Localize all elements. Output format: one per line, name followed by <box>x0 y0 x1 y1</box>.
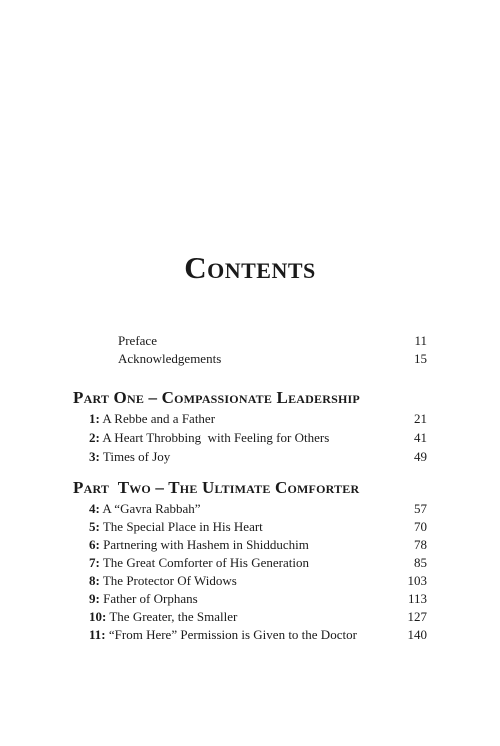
chapter-title: The Protector Of Widows <box>102 573 237 588</box>
toc-entry-page: 49 <box>414 449 427 464</box>
toc-entry-page: 57 <box>414 501 427 516</box>
toc-entry-page: 11 <box>414 333 427 348</box>
chapter-number: 2: <box>89 430 100 445</box>
chapter-title: The Great Comforter of His Generation <box>102 555 309 570</box>
part-heading: Part Two – The Ultimate Comforter <box>73 478 360 497</box>
chapter-number: 5: <box>89 519 100 534</box>
chapter-number: 3: <box>89 449 100 464</box>
toc-entry-page: 127 <box>407 609 427 624</box>
chapter-title: A Heart Throbbing with Feeling for Others <box>102 430 330 445</box>
toc-entry-page: 15 <box>414 351 427 366</box>
chapter-number: 10: <box>89 609 107 624</box>
toc-entry-page: 70 <box>414 519 427 534</box>
toc-entry-chapter[interactable] <box>89 429 427 446</box>
toc-entry-page: 41 <box>414 430 427 445</box>
chapter-title: The Special Place in His Heart <box>102 519 263 534</box>
toc-entry-chapter[interactable] <box>89 448 427 465</box>
page-title: Contents <box>184 250 316 285</box>
toc-entry-chapter[interactable] <box>89 554 427 571</box>
toc-entry-chapter[interactable] <box>89 536 427 553</box>
toc-entry-page: 113 <box>407 591 427 606</box>
chapter-title: Father of Orphans <box>103 591 198 606</box>
toc-entry-chapter[interactable] <box>89 608 427 625</box>
chapter-title: The Greater, the Smaller <box>109 609 238 624</box>
chapter-title: A “Gavra Rabbah” <box>102 501 201 516</box>
toc-entry-page: 21 <box>414 411 427 426</box>
part-heading: Part One – Compassionate Leadership <box>73 388 360 407</box>
toc-entry-chapter[interactable] <box>89 626 427 643</box>
toc-entry-label: Acknowledgements <box>118 351 222 366</box>
toc-entry-page: 78 <box>414 537 427 552</box>
chapter-title: Partnering with Hashem in Shidduchim <box>103 537 309 552</box>
toc-entry-chapter[interactable] <box>89 518 427 535</box>
chapter-number: 7: <box>89 555 100 570</box>
toc-entry-page: 85 <box>414 555 427 570</box>
toc-entry-chapter[interactable] <box>89 590 427 607</box>
toc-entry-chapter[interactable] <box>89 410 427 427</box>
toc-entry-page: 140 <box>407 627 427 642</box>
chapter-title: A Rebbe and a Father <box>102 411 216 426</box>
toc-entry-preface[interactable] <box>118 332 427 349</box>
chapter-title: “From Here” Permission is Given to the Doctor <box>108 627 357 642</box>
toc-entry-acknowledgements[interactable] <box>118 350 427 367</box>
toc-entry-page: 103 <box>407 573 427 588</box>
chapter-number: 6: <box>89 537 100 552</box>
toc-entry-chapter[interactable] <box>89 572 427 589</box>
chapter-number: 8: <box>89 573 100 588</box>
chapter-number: 11: <box>89 627 106 642</box>
chapter-title: Times of Joy <box>102 449 171 464</box>
chapter-number: 9: <box>89 591 100 606</box>
chapter-number: 4: <box>89 501 100 516</box>
toc-entry-chapter[interactable] <box>89 500 427 517</box>
toc-entry-label: Preface <box>118 333 157 348</box>
chapter-number: 1: <box>89 411 100 426</box>
